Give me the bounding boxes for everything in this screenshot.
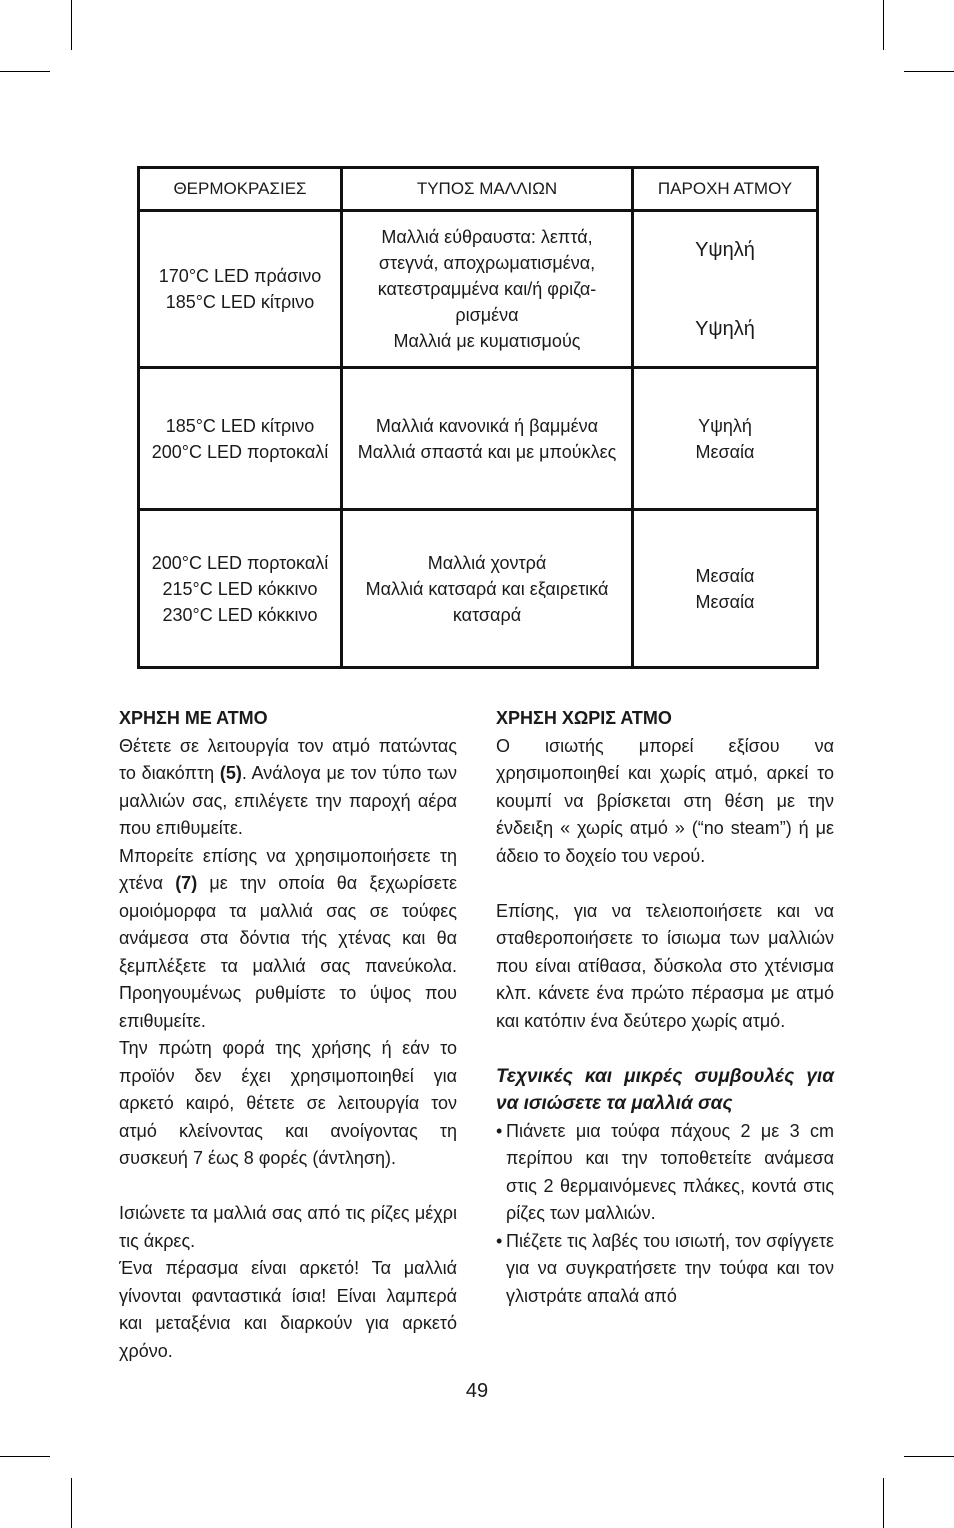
temperature-cell [139,211,342,368]
steam-cell [633,368,818,510]
table-row [139,510,818,668]
header-steam-output: ΠΑΡΟΧΗ ΑΤΜΟΥ [633,168,818,211]
temp-line: 230°C LED κόκκινο [162,604,318,625]
hair-line: Μαλλιά κατσαρά και εξαιρετικά [365,578,609,599]
hair-type-cell [342,510,633,668]
crop-mark [71,1478,72,1528]
section-heading-without-steam: ΧΡΗΣΗ ΧΩΡΙΣ ΑΤΜΟ [496,708,672,728]
paragraph: Μπορείτε επίσης να χρησιμοποιήσετε τη χτένα (7) με την οποία θα ξεχωρίσετε ομοιόμορφα τα μαλλιά σας σε τούφες ανάμεσα στα δόντια τής χτένας και θα ξεμπλέξετε τα μαλλιά σας πανεύκολα. Προηγουμένως ρυθμίστε το ύψος που επιθυμείτε. [119,845,457,1031]
paragraph: Ο ισιωτής μπορεί εξίσου να χρησιμοποιηθεί και χωρίς ατμό, αρκεί το κουμπί να βρίσκεται στη θέση με την ένδειξη « χωρίς ατμό » (“no steam”) ή με άδειο το δοχείο του νερού. [496,735,834,866]
temp-line: 215°C LED κόκκινο [162,578,318,599]
part-reference: (5) [219,763,242,783]
temperature-cell [139,510,342,668]
hair-line: Μαλλιά σπαστά και με μπούκλες [357,441,617,462]
hair-line: κατεστραμμένα και/ή φριζα- [377,279,597,299]
table-row [139,211,818,368]
temp-line: 200°C LED πορτοκαλί [151,441,329,462]
tips-list [496,1118,834,1311]
hair-line: στεγνά, αποχρωματισμένα, [378,253,596,273]
crop-mark [0,71,50,72]
steam-line: Μεσαία [695,441,755,462]
temp-line: 170°C LED πράσινο [158,266,322,286]
steam-line: Υψηλή [695,238,755,261]
part-reference: (7) [175,873,198,893]
hair-line: Μαλλιά με κυματισμούς [393,331,581,351]
crop-mark [904,71,954,72]
paragraph: Ένα πέρασμα είναι αρκετό! Τα μαλλιά γίνονται φανταστικά ίσια! Είναι λαμπερά και μεταξένια και διαρκούν για αρκετό χρόνο. [119,1258,457,1361]
temp-line: 200°C LED πορτοκαλί [151,552,329,573]
hair-line: Μαλλιά εύθραυστα: λεπτά, [381,227,593,247]
hair-line: ρισμένα [455,305,519,325]
crop-mark [904,1456,954,1457]
steam-line: Υψηλή [695,317,755,340]
crop-mark [883,0,884,50]
table-row [139,368,818,510]
header-hair-type: ΤΥΠΟΣ ΜΑΛΛΙΩΝ [342,168,633,211]
right-column [496,705,834,1310]
steam-line: Μεσαία [695,591,755,612]
steam-cell [633,211,818,368]
steam-cell [633,510,818,668]
hair-type-cell [342,368,633,510]
crop-mark [0,1456,50,1457]
settings-table [137,166,819,669]
list-item: • Πιάνετε μια τούφα πάχους 2 με 3 cm περίπου και την τοποθετείτε ανάμεσα στις 2 θερμαινόμενες πλάκες, κοντά στις ρίζες των μαλλιών. [496,1118,834,1228]
hair-line: κατσαρά [452,604,522,625]
temp-line: 185°C LED κίτρινο [165,292,315,312]
steam-line: Υψηλή [698,415,752,436]
crop-mark [71,0,72,50]
page-number: 49 [465,1380,489,1402]
crop-mark [883,1478,884,1528]
list-item: • Πιέζετε τις λαβές του ισιωτή, τον σφίγγετε για να συγκρατήσετε την τούφα και τον γλιστράτε απαλά από [496,1228,834,1311]
hair-line: Μαλλιά κανονικά ή βαμμένα [375,415,599,436]
hair-line: Μαλλιά χοντρά [427,552,547,573]
section-heading-with-steam: ΧΡΗΣΗ ΜΕ ΑΤΜΟ [119,708,268,728]
header-temperatures: ΘΕΡΜΟΚΡΑΣΙΕΣ [139,168,342,211]
tips-heading: Τεχνικές και μικρές συμβουλές για να ισιώσετε τα μαλλιά σας [496,1065,834,1114]
temperature-cell [139,368,342,510]
temp-line: 185°C LED κίτρινο [165,415,315,436]
table-header-row [139,168,818,211]
paragraph: Θέτετε σε λειτουργία τον ατμό πατώντας το διακόπτη (5). Ανάλογα με τον τύπο των μαλλιών σας, επιλέγετε την παροχή αέρα που επιθυμείτε. [119,735,457,838]
steam-line: Μεσαία [695,565,755,586]
hair-type-cell [342,211,633,368]
left-column [119,705,457,1365]
paragraph: Την πρώτη φορά της χρήσης ή εάν το προϊόν δεν έχει χρησιμοποιηθεί για αρκετό καιρό, θέτετε σε λειτουργία τον ατμό κλείνοντας και ανοίγοντας τη συσκευή 7 έως 8 φορές (άντληση). [119,1038,457,1168]
paragraph: Ισιώνετε τα μαλλιά σας από τις ρίζες μέχρι τις άκρες. [119,1203,457,1251]
paragraph: Επίσης, για να τελειοποιήσετε και να σταθεροποιήσετε το ίσιωμα των μαλλιών που είναι ατίθασα, δύσκολα στο χτένισμα κλπ. κάνετε ένα πρώτο πέρασμα με ατμό και κατόπιν ένα δεύτερο χωρίς ατμό. [496,900,834,1031]
